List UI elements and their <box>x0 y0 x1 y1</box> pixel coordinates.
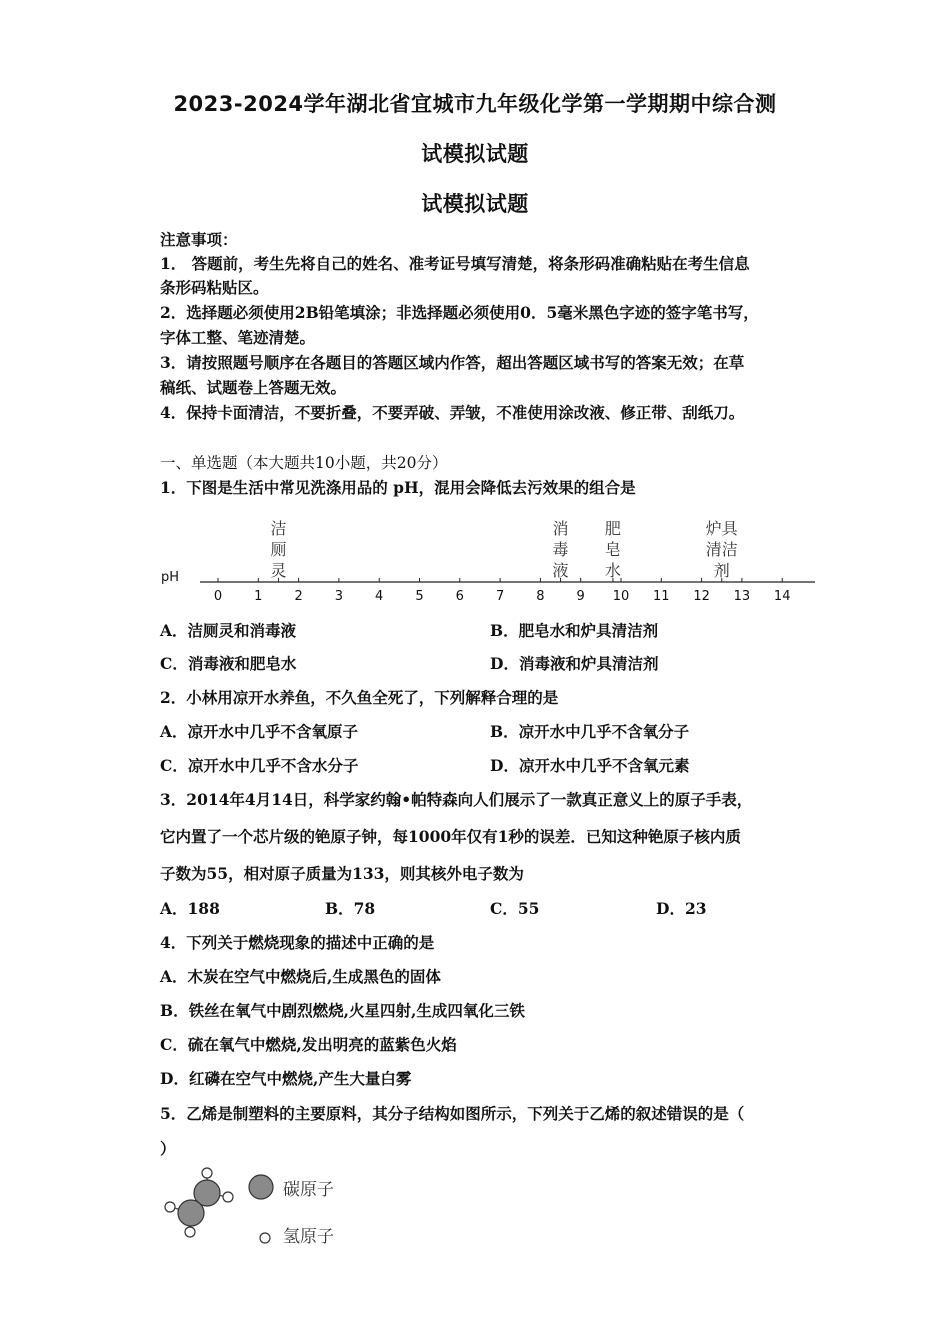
ph-tick-label: 9 <box>576 589 585 604</box>
ph-product-label: 炉具 <box>705 519 738 538</box>
ph-tick-label: 14 <box>773 589 791 604</box>
ph-product-label: 水 <box>604 561 621 580</box>
ph-tick-label: 0 <box>213 589 223 604</box>
ph-product-label: 清洁 <box>705 540 738 559</box>
q4-option-d[interactable]: D．红磷在空气中燃烧,产生大量白雾 <box>160 1069 412 1088</box>
q2-stem: 2．小林用凉开水养鱼，不久鱼全死了，下列解释合理的是 <box>160 688 559 707</box>
q4-option-c[interactable]: C．硫在氧气中燃烧,发出明亮的蓝紫色火焰 <box>160 1035 457 1054</box>
hydrogen-atom <box>165 1202 175 1212</box>
ethylene-molecule-diagram <box>155 1160 405 1255</box>
q2-option-b[interactable]: B．凉开水中几乎不含氧分子 <box>490 722 690 741</box>
q1-option-a[interactable]: A．洁厕灵和消毒液 <box>160 621 297 640</box>
q3-option-b[interactable]: B．78 <box>325 899 376 918</box>
notice-line: 字体工整、笔迹清楚。 <box>160 328 316 347</box>
q2-option-a[interactable]: A．凉开水中几乎不含氧原子 <box>160 722 359 741</box>
ph-product-label: 消 <box>552 519 569 538</box>
notice-line: 2．选择题必须使用2B铅笔填涂；非选择题必须使用0．5毫米黑色字迹的签字笔书写， <box>160 303 759 322</box>
q3-option-c[interactable]: C．55 <box>490 899 540 918</box>
title-line-1: 2023-2024学年湖北省宜城市九年级化学第一学期期中综合测 <box>173 92 777 116</box>
ph-tick-label: 1 <box>254 589 263 604</box>
notice-heading: 注意事项： <box>160 230 238 249</box>
ph-product-label: 液 <box>552 561 569 580</box>
q1-option-c[interactable]: C．消毒液和肥皂水 <box>160 654 297 673</box>
ph-tick-label: 5 <box>415 589 424 604</box>
q3-line: 3．2014年4月14日，科学家约翰•帕特森向人们展示了一款真正意义上的原子手表， <box>160 790 753 809</box>
carbon-legend-label: 碳原子 <box>283 1180 334 1200</box>
q5-stem-line-2: ） <box>160 1139 176 1158</box>
q1-stem: 1．下图是生活中常见洗涤用品的 pH，混用会降低去污效果的组合是 <box>160 478 636 497</box>
ph-scale-chart <box>155 505 835 610</box>
ph-tick-label: 3 <box>334 589 344 604</box>
q5-stem-line-1: 5．乙烯是制塑料的主要原料，其分子结构如图所示，下列关于乙烯的叙述错误的是（ <box>160 1104 745 1123</box>
carbon-atom <box>178 1200 204 1226</box>
notice-line: 条形码粘贴区。 <box>160 278 269 297</box>
ph-tick-label: 8 <box>536 589 545 604</box>
hydrogen-atom <box>185 1227 195 1237</box>
ph-product-label: 剂 <box>713 561 730 580</box>
ph-product-label: 肥 <box>604 519 621 538</box>
ph-tick-label: 7 <box>495 589 505 604</box>
ph-tick-label: 12 <box>693 589 710 604</box>
ph-tick-label: 10 <box>612 589 630 604</box>
q2-option-d[interactable]: D．凉开水中几乎不含氧元素 <box>490 756 690 775</box>
ph-product-label: 皂 <box>604 540 621 559</box>
ph-tick-label: 11 <box>653 589 670 604</box>
notice-line: 稿纸、试题卷上答题无效。 <box>160 378 347 397</box>
notice-line: 1． 答题前，考生先将自己的姓名、准考证号填写清楚，将条形码准确粘贴在考生信息 <box>160 254 750 273</box>
hydrogen-atom <box>223 1192 233 1202</box>
hydrogen-legend-label: 氢原子 <box>283 1227 334 1247</box>
notice-line: 3．请按照题号顺序在各题目的答题区域内作答，超出答题区域书写的答案无效；在草 <box>160 353 745 372</box>
q3-option-d[interactable]: D．23 <box>656 899 707 918</box>
ph-axis-label: pH <box>161 570 180 585</box>
ph-tick-label: 13 <box>733 589 751 604</box>
q1-option-d[interactable]: D．消毒液和炉具清洁剂 <box>490 654 659 673</box>
q4-option-b[interactable]: B．铁丝在氧气中剧烈燃烧,火星四射,生成四氧化三铁 <box>160 1001 525 1020</box>
q3-line: 它内置了一个芯片级的铯原子钟，每1000年仅有1秒的误差．已知这种铯原子核内质 <box>160 827 741 846</box>
hydrogen-legend-symbol <box>260 1233 270 1243</box>
ph-tick-label: 4 <box>375 589 384 604</box>
ph-product-label: 毒 <box>552 540 569 559</box>
ph-product-label: 厕 <box>270 540 287 559</box>
ph-product-label: 灵 <box>270 561 287 580</box>
section-heading: 一、单选题（本大题共10小题，共20分） <box>160 454 448 472</box>
hydrogen-atom <box>202 1168 212 1178</box>
title-line-3: 试模拟试题 <box>421 192 529 216</box>
ph-tick-label: 2 <box>294 589 303 604</box>
title-line-2: 试模拟试题 <box>421 142 529 166</box>
carbon-legend-symbol <box>249 1175 273 1199</box>
q3-option-a[interactable]: A．188 <box>160 899 220 918</box>
ph-product-label: 洁 <box>270 519 287 538</box>
ph-tick-label: 6 <box>455 589 464 604</box>
q4-stem: 4．下列关于燃烧现象的描述中正确的是 <box>160 933 435 952</box>
q2-option-c[interactable]: C．凉开水中几乎不含水分子 <box>160 756 359 775</box>
q1-option-b[interactable]: B．肥皂水和炉具清洁剂 <box>490 621 659 640</box>
q4-option-a[interactable]: A．木炭在空气中燃烧后,生成黑色的固体 <box>160 967 441 986</box>
q3-line: 子数为55，相对原子质量为133，则其核外电子数为 <box>160 864 524 883</box>
notice-line: 4．保持卡面清洁，不要折叠，不要弄破、弄皱，不准使用涂改液、修正带、刮纸刀。 <box>160 403 745 422</box>
